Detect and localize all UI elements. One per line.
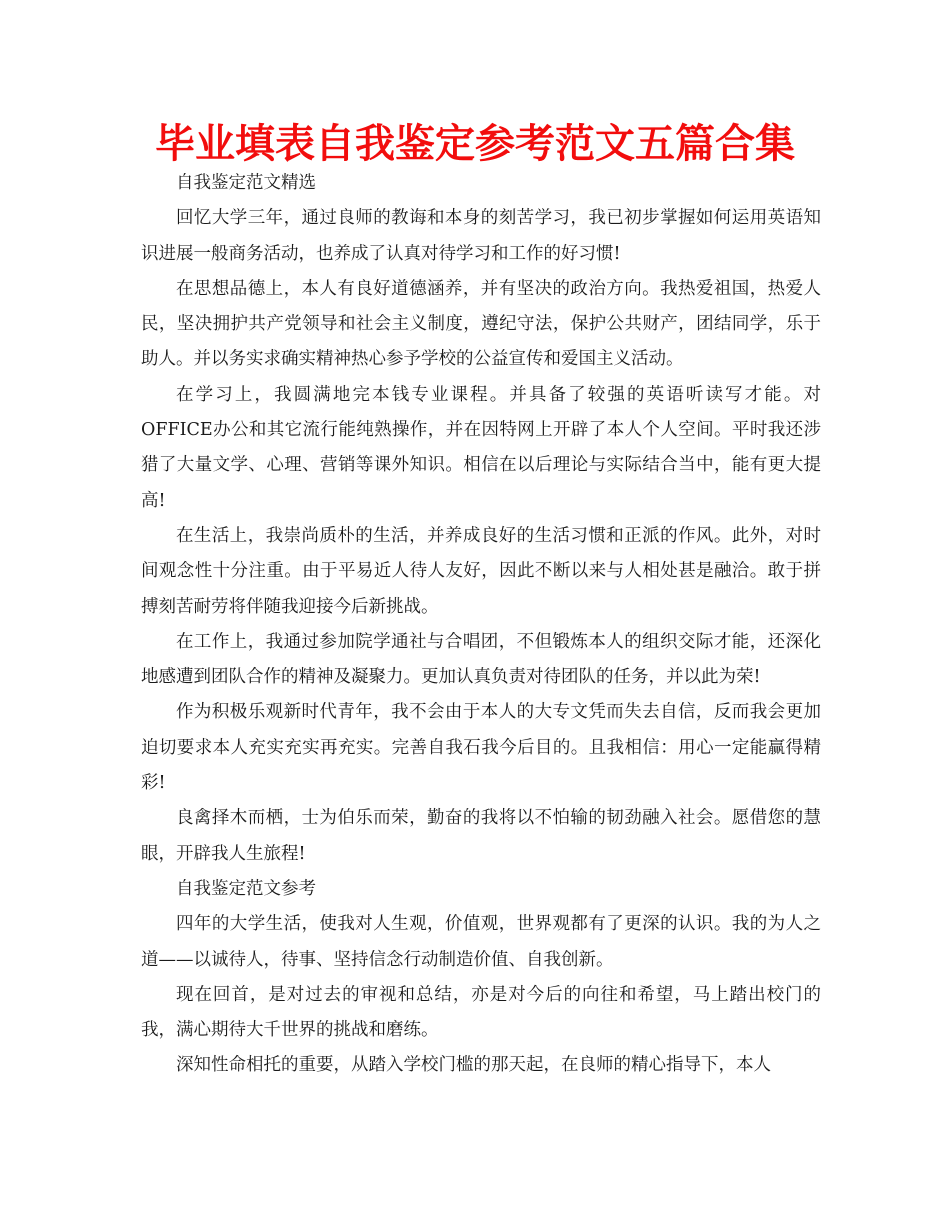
paragraph-study: 在学习上，我圆满地完本钱专业课程。并具备了较强的英语听读写才能。对OFFICE办公和其它流行能纯熟操作，并在因特网上开辟了本人个人空间。平时我还涉猎了大量文学、心理、营销等课外知识。相信在以后理论与实际结合当中，能有更大提高! — [141, 384, 821, 511]
paragraph-ideology: 在思想品德上，本人有良好道德涵养，并有坚决的政治方向。我热爱祖国，热爱人民，坚决拥护共产党领导和社会主义制度，遵纪守法，保护公共财产，团结同学，乐于助人。并以务实求确实精神热心参予学校的公益宣传和爱国主义活动。 — [141, 278, 821, 370]
paragraph-work: 在工作上，我通过参加院学通社与合唱团，不但锻炼本人的组织交际才能，还深化地感遭到团队合作的精神及凝聚力。更加认真负责对待团队的任务，并以此为荣! — [141, 631, 821, 688]
document-body — [141, 166, 821, 1084]
paragraph-looking-back: 现在回首，是对过去的审视和总结，亦是对今后的向往和希望，马上踏出校门的我，满心期待大千世界的挑战和磨练。 — [141, 984, 821, 1041]
paragraph-life: 在生活上，我崇尚质朴的生活，并养成良好的生活习惯和正派的作风。此外，对时间观念性十分注重。由于平易近人待人友好，因此不断以来与人相处甚是融洽。敢于拼搏刻苦耐劳将伴随我迎接今后新挑战。 — [141, 525, 821, 617]
paragraph-closing: 良禽择木而栖，士为伯乐而荣，勤奋的我将以不怕输的韧劲融入社会。愿借您的慧眼，开辟我人生旅程! — [141, 808, 821, 864]
paragraph-recollection: 回忆大学三年，通过良师的教诲和本身的刻苦学习，我已初步掌握如何运用英语知识进展一般商务活动，也养成了认真对待学习和工作的好习惯! — [141, 208, 821, 264]
paragraph-truncated: 深知性命相托的重要，从踏入学校门槛的那天起，在良师的精心指导下，本人 — [176, 1055, 771, 1076]
section-heading-reference: 自我鉴定范文参考 — [176, 878, 316, 899]
paragraph-four-years: 四年的大学生活，使我对人生观，价值观，世界观都有了更深的认识。我的为人之道——以诚待人，待事、坚持信念行动制造价值、自我创新。 — [141, 914, 821, 970]
section-heading-selected: 自我鉴定范文精选 — [176, 173, 316, 193]
document-title: 毕业填表自我鉴定参考范文五篇合集 — [155, 121, 795, 167]
paragraph-youth: 作为积极乐观新时代青年，我不会由于本人的大专文凭而失去自信，反而我会更加迫切要求本人充实充实再充实。完善自我石我今后目的。且我相信：用心一定能赢得精彩! — [141, 702, 821, 794]
